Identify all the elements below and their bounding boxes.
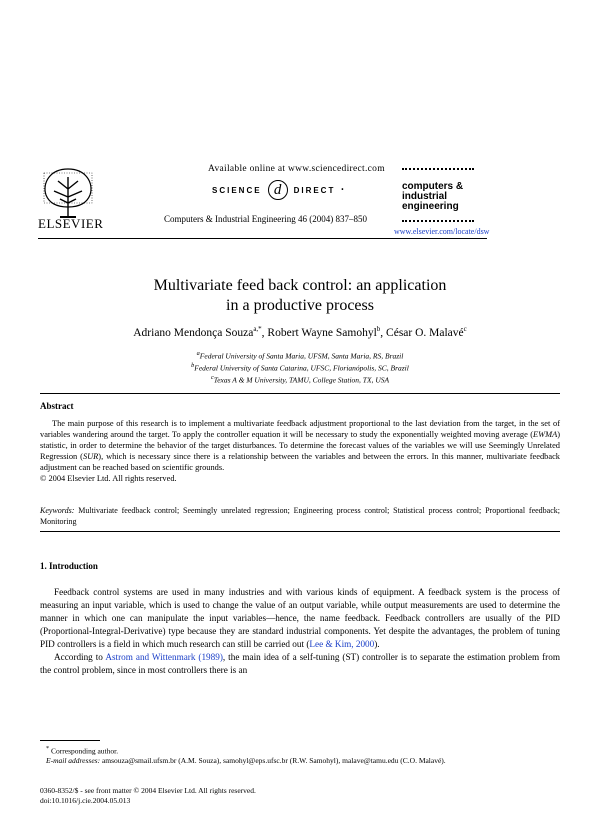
- author-2-sup: b: [376, 325, 381, 333]
- elsevier-tree-logo: [38, 160, 98, 222]
- header-divider: [38, 238, 487, 239]
- keywords: Keywords: Multivariate feedback control; Seemingly unrelated regression; Engineering process control; Statistical process control; Proportional feedback; Monitoring: [40, 506, 561, 526]
- author-list: Adriano Mendonça Souza$^{a,*}$, Robert Wayne Samohyl$^b$, César O. Malavé$^c$: [133, 325, 467, 339]
- publication-meta: [40, 786, 256, 806]
- journal-logo-line2: industrial: [402, 191, 448, 202]
- affiliation-b: $^b$Federal University of Santa Catarina, UFSC, Florianópolis, SC, Brazil: [191, 362, 409, 373]
- sciencedirect-right: DIRECT: [293, 185, 336, 195]
- issn-line: 0360-8352/$ - see front matter © 2004 Elsevier Ltd. All rights reserved.: [40, 786, 256, 795]
- doi-line: doi:10.1016/j.cie.2004.05.013: [40, 796, 131, 805]
- citation-lee-kim[interactable]: Lee & Kim, 2000: [309, 639, 375, 649]
- footnotes: * Corresponding author. E-mail addresses: amsouza@smail.ufsm.br (A.M. Souza), samohyl@eps.ufsc.br (R.W. Samohyl), malave@tamu.edu (C.O. Malavé).: [46, 745, 446, 765]
- sciencedirect-left: SCIENCE: [212, 185, 262, 195]
- available-online-text: Available online at www.sciencedirect.com: [208, 164, 385, 174]
- affiliation-a: $^a$Federal University of Santa Maria, UFSM, Santa Maria, RS, Brazil: [196, 350, 404, 361]
- abstract-copyright: © 2004 Elsevier Ltd. All rights reserved.: [40, 474, 177, 483]
- author-1: Adriano Mendonça Souza: [133, 326, 254, 339]
- author-1-sup: a,*: [253, 325, 262, 333]
- author-3-sup: c: [463, 325, 467, 333]
- corresponding-author-note: Corresponding author.: [51, 746, 119, 756]
- abstract-top-rule: [40, 393, 560, 394]
- title-line-1: Multivariate feed back control: an application: [153, 277, 447, 294]
- journal-url-link[interactable]: www.elsevier.com/locate/dsw: [394, 227, 490, 236]
- author-2: Robert Wayne Samohyl: [267, 326, 377, 339]
- journal-citation: Computers & Industrial Engineering 46 (2004) 837–850: [164, 214, 367, 224]
- journal-logo: [402, 168, 484, 222]
- abstract-heading: Abstract: [40, 401, 74, 411]
- introduction-text: Feedback control systems are used in many industries and with various kinds of equipment. A feedback system is the process of measuring an input variable, which is used to change the value of an output variable, while output measurements are used to determine the manner in which one can manipulate the input variables—hence, the name feedback. Feedback controllers are usually of the PID (Proportional-Integral-Derivative) type because they are standard industrial components. Yet despite the advantages, the problem of tuning PID controllers is a field in which much research can still be carried out (Lee & Kim, 2000). According to Astrom and Wittenmark (1989), the main idea of a self-tuning (ST) controller is to separate the estimation problem from the control problem, since in most controllers there is an: [40, 587, 560, 675]
- title-line-2: in a productive process: [226, 297, 374, 314]
- sciencedirect-d-icon: d: [268, 180, 288, 200]
- author-3: César O. Malavé: [386, 326, 464, 339]
- paper-title: [60, 276, 540, 316]
- publisher-name: ELSEVIER: [38, 216, 104, 231]
- affiliation-c: $^c$Texas A & M University, TAMU, College Station, TX, USA: [210, 374, 390, 385]
- footnote-rule: [40, 740, 100, 741]
- introduction-heading: 1. Introduction: [40, 561, 98, 571]
- citation-astrom-wittenmark[interactable]: Astrom and Wittenmark (1989): [105, 652, 223, 662]
- journal-logo-line1: computers &: [402, 181, 464, 192]
- abstract-bottom-rule: [40, 531, 560, 532]
- sciencedirect-logo: SCIENCE d DIRECT •: [212, 180, 345, 200]
- abstract-text: The main purpose of this research is to implement a multivariate feedback adjustment proportional to the last deviation from the target, in the set of variables wandering around the target. To apply the controller equation it will be necessary to study the exponentially weighted moving average (EWMA) statistic, in order to determine the behavior of the target disturbances. To determine the forecast values of the variables we will use Seemingly Unrelated Regression (SUR), which is necessary since there is a relationship between the variables and between the errors. In this manner, multivariate feedback adjustment can be reached based on scientific grounds. © 2004 Elsevier Ltd. All rights reserved.: [40, 419, 560, 483]
- journal-logo-line3: engineering: [402, 201, 459, 212]
- email-addresses: amsouza@smail.ufsm.br (A.M. Souza), samohyl@eps.ufsc.br (R.W. Samohyl), malave@tamu.edu (C.O. Malavé).: [101, 755, 446, 765]
